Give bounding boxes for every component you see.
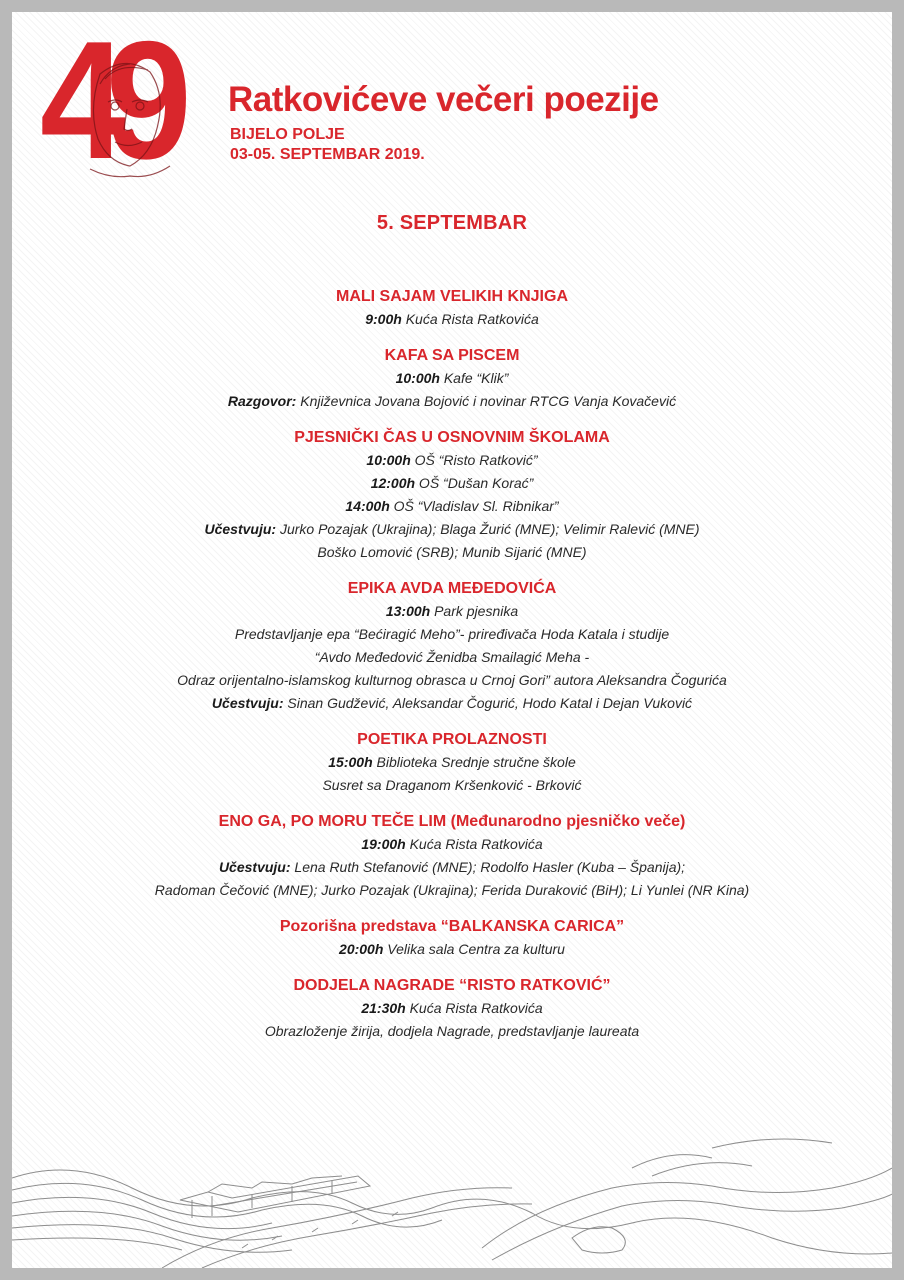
event-title: DODJELA NAGRADE “RISTO RATKOVIĆ” <box>293 977 611 994</box>
event-block <box>12 578 892 715</box>
event-detail-text: Obrazloženje žirija, dodjela Nagrade, predstavljanje laureata <box>264 1023 640 1039</box>
event-detail-line <box>12 495 892 518</box>
event-detail-label: 14:00h <box>345 498 390 514</box>
event-detail-line <box>12 390 892 413</box>
event-detail-label: 9:00h <box>365 311 402 327</box>
event-detail-text: Lena Ruth Stefanović (MNE); Rodolfo Hasler (Kuba – Španija); <box>290 859 686 875</box>
festival-title: Ratkovićeve večeri poezije <box>228 80 659 119</box>
event-detail-line <box>12 623 892 646</box>
bridge-drawing-icon <box>12 1128 892 1268</box>
event-detail-text: Velika sala Centra za kulturu <box>383 941 565 957</box>
event-detail-label: Učestvuju: <box>211 695 284 711</box>
event-detail-line <box>12 669 892 692</box>
event-detail-line <box>12 751 892 774</box>
poet-portrait-icon <box>70 54 180 184</box>
logo-number: 49 <box>40 12 172 194</box>
event-detail-text: Kuća Rista Ratkovića <box>405 836 543 852</box>
event-detail-label: 19:00h <box>361 836 406 852</box>
poster <box>12 12 892 1268</box>
event-detail-text: Kuća Rista Ratkovića <box>405 1000 543 1016</box>
event-detail-label: 12:00h <box>370 475 416 491</box>
event-detail-line <box>12 938 892 961</box>
event-detail-label: Učestvuju: <box>204 521 277 537</box>
event-detail-line <box>12 856 892 879</box>
event-detail-label: 21:30h <box>361 1000 406 1016</box>
event-detail-line <box>12 879 892 902</box>
event-detail-line <box>12 646 892 669</box>
event-detail-line <box>12 367 892 390</box>
event-block <box>12 975 892 1043</box>
event-block <box>12 916 892 961</box>
event-detail-text: OŠ “Risto Ratković” <box>410 452 538 468</box>
event-detail-line <box>12 692 892 715</box>
event-detail-line <box>12 1020 892 1043</box>
day-heading: 5. SEPTEMBAR <box>376 212 528 234</box>
festival-city: BIJELO POLJE <box>230 126 345 143</box>
event-detail-label: 10:00h <box>366 452 411 468</box>
event-detail-label: 20:00h <box>339 941 384 957</box>
event-detail-text: Predstavljanje epa “Bećiragić Meho”- priređivača Hoda Katala i studije <box>234 626 670 642</box>
event-detail-line <box>12 541 892 564</box>
event-detail-text: Radoman Čečović (MNE); Jurko Pozajak (Ukrajina); Ferida Duraković (BiH); Li Yunlei (NR Kina) <box>154 882 750 898</box>
event-detail-text: Odraz orijentalno-islamskog kulturnog obrasca u Crnoj Gori” autora Aleksandra Čogurića <box>177 672 727 688</box>
event-block <box>12 729 892 797</box>
event-detail-label: Razgovor: <box>227 393 297 409</box>
event-detail-label: 15:00h <box>328 754 373 770</box>
event-title: Pozorišna predstava “BALKANSKA CARICA” <box>279 918 625 935</box>
festival-dates: 03-05. SEPTEMBAR 2019. <box>230 146 425 163</box>
event-detail-line <box>12 472 892 495</box>
event-title: POETIKA PROLAZNOSTI <box>357 731 547 748</box>
event-detail-label: Učestvuju: <box>218 859 291 875</box>
event-detail-text: Kuća Rista Ratkovića <box>401 311 539 327</box>
event-detail-text: Biblioteka Srednje stručne škole <box>372 754 576 770</box>
event-title: ENO GA, PO MORU TEČE LIM (Međunarodno pjesničko veče) <box>218 813 686 830</box>
festival-logo <box>40 12 220 194</box>
event-detail-text: “Avdo Međedović Ženidba Smailagić Meha - <box>314 649 590 665</box>
event-detail-line <box>12 308 892 331</box>
event-detail-line <box>12 833 892 856</box>
event-detail-label: 10:00h <box>395 370 440 386</box>
event-block <box>12 427 892 564</box>
event-block <box>12 345 892 413</box>
event-detail-line <box>12 600 892 623</box>
event-detail-text: Književnica Jovana Bojović i novinar RTCG Vanja Kovačević <box>296 393 677 409</box>
event-detail-text: OŠ “Dušan Korać” <box>415 475 534 491</box>
event-detail-line <box>12 774 892 797</box>
event-title: KAFA SA PISCEM <box>384 347 520 364</box>
event-detail-line <box>12 518 892 541</box>
event-detail-text: Jurko Pozajak (Ukrajina); Blaga Žurić (MNE); Velimir Ralević (MNE) <box>276 521 700 537</box>
event-block <box>12 811 892 902</box>
event-list <box>12 286 892 1057</box>
event-detail-text: OŠ “Vladislav Sl. Ribnikar” <box>389 498 559 514</box>
event-detail-line <box>12 449 892 472</box>
event-title: EPIKA AVDA MEĐEDOVIĆA <box>347 580 557 597</box>
event-detail-text: Sinan Gudžević, Aleksandar Čogurić, Hodo Katal i Dejan Vuković <box>283 695 693 711</box>
event-detail-text: Kafe “Klik” <box>439 370 509 386</box>
event-title: MALI SAJAM VELIKIH KNJIGA <box>335 288 568 305</box>
event-title: PJESNIČKI ČAS U OSNOVNIM ŠKOLAMA <box>294 429 610 446</box>
event-detail-text: Boško Lomović (SRB); Munib Sijarić (MNE) <box>317 544 587 560</box>
event-detail-text: Park pjesnika <box>430 603 519 619</box>
event-detail-label: 13:00h <box>385 603 431 619</box>
event-detail-line <box>12 997 892 1020</box>
event-detail-text: Susret sa Draganom Kršenković - Brković <box>322 777 582 793</box>
event-block <box>12 286 892 331</box>
